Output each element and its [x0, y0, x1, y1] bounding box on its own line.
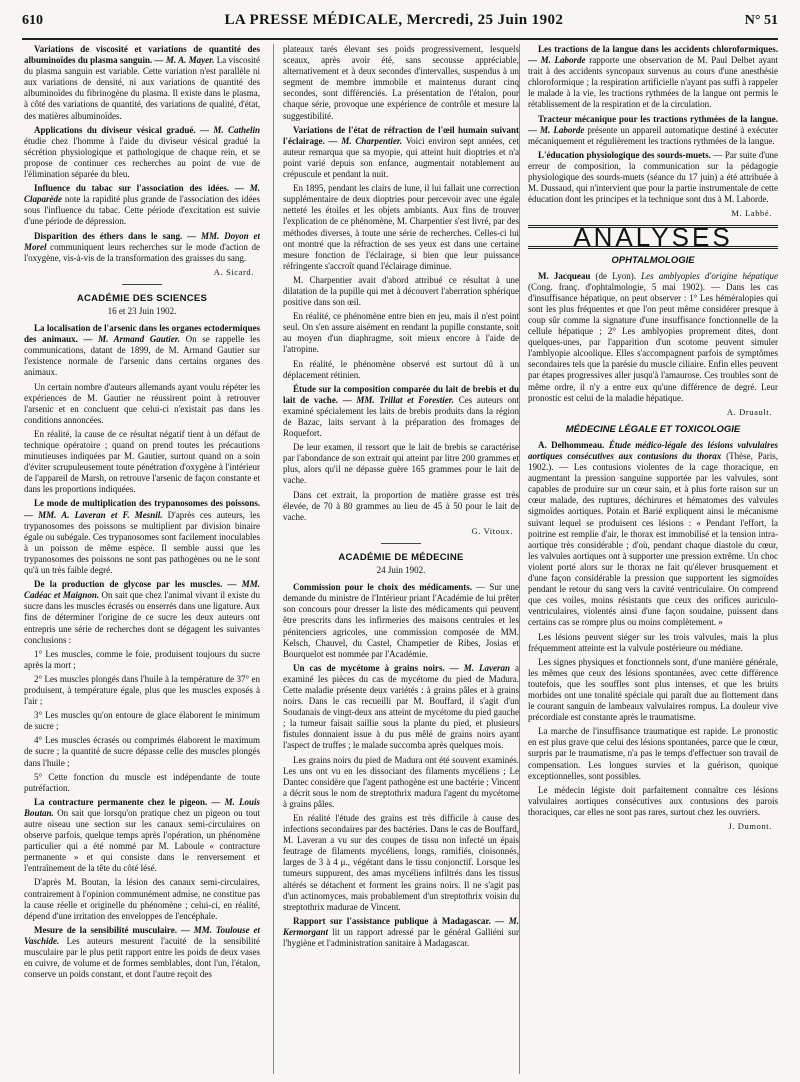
article-heading: Le mode de multiplication des trypanosomes des poissons.: [34, 498, 260, 509]
article-author: — M. Laveran: [444, 662, 511, 673]
article-pigeon: [24, 797, 260, 875]
article-author: A. Delhommeau.: [538, 439, 605, 450]
list-item: 1° Les muscles, comme le foie, produisent toujours du sucre après la mort ;: [24, 648, 260, 670]
article-text: a examiné les pièces du cas de mycétome du pied de Madura. Cette maladie présente deux variétés : à grains pâles et à grains noirs. Dans le cas recueilli par M. Bouffard, il s'agit d'un Soudanais de vingt-deux ans atteint de mycétome du pied gauche ; la tumeur faisait saillie sous la plante du pied, et plusieurs fistules donnaient issue à du pus mêlé de grains noirs ayant l'aspect de truffes ; le malade succomba après quelques mois.: [283, 662, 519, 751]
article-author: M. Jacqueau: [538, 270, 591, 281]
article-paragraph: En réalité, ce phénomène entre bien en jeu, mais il n'est point seul. On s'en assure aisément en rendant la pupille constante, soit au moyen d'un diaphragme, soit mieux encore à l'aide de l'atropine.: [283, 311, 519, 355]
article-tabac: [24, 183, 260, 227]
list-item: 3° Les muscles qu'on entoure de glace élaborent le minimum de sucre ;: [24, 710, 260, 732]
article-paragraph: Dans cet extrait, la proportion de matière grasse est très élevée, de 70 à 80 grammes au lieu de 45 à 50 pour le lait de vache.: [283, 489, 519, 522]
article-text: On se rappelle les communications, datant de 1899, de M. Armand Gautier sur l'existence normale de l'arsenic dans certains organes des animaux.: [24, 334, 260, 378]
article-author: — MM. Trillat et Forestier.: [338, 394, 455, 405]
article-heading: Disparition des éthers dans le sang.: [34, 230, 183, 241]
article-paragraph: Les grains noirs du pied de Madura ont été souvent examinés. Les uns ont vu en les dissociant des filaments mycéliens ; Le Dantec considère que l'agent pathogène est une bactérie ; Vincent a décrit sous le nom de streptothrix madura l'agent du mycétome à grains pâles.: [283, 754, 519, 809]
article-paragraph: En réalité l'étude des grains est très difficile à cause des infections secondaires par des bactéries. Dans le cas de Bouffard, M. Laveran a vu sur des coupes de tissu non infecté un épais feutrage de filaments mycéliens, longs, ramifiés, cloisonnés, larges de 3 à 4 μ., végétant dans le tissu conjonctif. Lorsque les tumeurs suppurent, des amas mycéliens infiltrés dans les tissus altérés se détachent et forment les grains noirs. Il ne s'agit pas d'un actinomyces, mais probablement d'un streptothrix voisin du streptothrix madurae de Vincent.: [283, 813, 519, 912]
article-title: Étude médico-légale des lésions valvulaires aortiques consécutives aux contusions du thorax: [528, 439, 778, 461]
separator: [122, 284, 162, 285]
article-heading: Applications du diviseur vésical gradué.: [34, 124, 196, 135]
article-tractions-langue: [528, 44, 778, 111]
article-title: Les amblyopies d'origine hépatique: [641, 270, 778, 281]
page-number: 610: [22, 13, 43, 28]
article-text: étudie chez l'homme à l'aide du diviseur vésical gradué la sécrétion physiologique et pathologique de chaque rein, et se propose de continuer ces recherches au point de vue de l'élimination séparée du bleu.: [24, 135, 260, 180]
separator: [381, 543, 421, 544]
article-paragraph: Les signes physiques et fonctionnels sont, d'une manière générale, les mêmes que ceux des lésions spontanées, avec cette différence toutefois, que les souffles sont plus intenses, et que les bruits morbides ont une tonalité spéciale qui paraît due au flottement dans le courant sanguin de lambeaux valvulaires rompus. La douleur vive précordiale est constante après le traumatisme.: [528, 656, 778, 723]
article-heading: Un cas de mycétome à grains noirs.: [293, 662, 445, 673]
article-heading: Commission pour le choix des médicaments.: [293, 582, 472, 593]
section-title: ACADÉMIE DES SCIENCES: [76, 292, 208, 304]
signature: A. Sicard.: [213, 266, 254, 277]
article-heading: Influence du tabac sur l'association des idées.: [34, 183, 230, 194]
article-text: Voici environ sept années, cet auteur remarqua que sa myopie, qui atteint huit dioptries et n'a point varié depuis son enfance, augmentait notablement au crépuscule et pendant la nuit.: [283, 135, 519, 180]
section-date: 16 et 23 Juin 1902.: [107, 305, 177, 316]
article-heading: La localisation de l'arsenic dans les organes ectodermiques des animaux.: [24, 323, 260, 345]
article-text: (Cong. franç. d'ophtalmologie, 5 mai 1902). — Dans les cas d'insuffisance hépatique, on peut observer : 1° Les héméralopies qui sont les plus fréquentes et que l'on peut même considérer presque à coup sûr comme la signature d'une insuffisance fonctionnelle de la cellule hépatique ; 2° Les amblyopies proprement dites, dont quelques-unes, par l'apparition d'un scotome peuvent simuler l'amblyopie alcoolique. Elles s'accompagnent parfois de symptômes secondaires tels que la parésie du muscle ciliaire. Enfin elles peuvent par étapes progressives aller jusqu'à l'amaurose. Ces troubles sont de même ordre, il n'y a entre eux qu'une différence de degré. Leur pronostic est celui de la maladie hépatique.: [528, 281, 778, 403]
list-item: 2° Les muscles plongés dans l'huile à la température de 37° en produisent, à température égale, plus que les muscles exposés à l'air ;: [24, 673, 260, 707]
analyses-title: ANALYSES: [528, 225, 778, 248]
article-text: La viscosité du plasma sanguin est variable. Cette variation n'est parallèle ni aux variations de densité, ni aux variations de quantité des albuminoïdes du fibrinogène du plasma. Il existe dans le plasma, à côté des variations de quantité, des variations de qualité, d'état, des matières albuminoïdes.: [24, 55, 260, 121]
article-paragraph: Les lésions peuvent siéger sur les trois valvules, mais la plus fréquemment atteinte est la valvule postérieure ou médiane.: [528, 631, 778, 653]
article-medicaments: [283, 582, 519, 660]
article-ethers: [24, 231, 260, 264]
article-author: — MM. Doyon et Morel: [24, 230, 260, 252]
section-title: ACADÉMIE DE MÉDECINE: [338, 551, 464, 563]
article-sensibilite: [24, 925, 260, 980]
article-diviseur-vesical: [24, 125, 260, 180]
article-text: — Sur une demande du ministre de l'Intérieur priant l'Académie de lui prêter son concours pour dresser la liste des médicaments qui peuvent être prescrits dans les infirmeries des maisons centrales et les pénitenciers agricoles, une commission composée de MM. Kelsch, Chauvel, du Castel, Champetier de Ribes, Josias et Bourquelot est nommée par l'Académie.: [283, 582, 519, 659]
article-paragraph: Un certain nombre d'auteurs allemands ayant voulu répéter les expériences de M. Gautier ne réussirent point à retrouver l'arsenic et en concluent que celui-ci n'existait pas dans les conditions annoncées.: [24, 381, 260, 425]
article-text: D'après ces auteurs, les trypanosomes des poissons se multiplient par division binaire égale ou subégale. Ces trypanosomes sont facilement inoculables à un poisson de même espèce. Il semble aussi que les trypanosomes des poissons ne sont pas pathogènes ou ne le sont qu'à un très faible degré.: [24, 509, 260, 576]
section-date: 24 Juin 1902.: [376, 565, 426, 576]
article-paragraph: De leur examen, il ressort que le lait de brebis se caractérise par l'abondance de son extrait qui atteint par litre 200 grammes et plus, alors qu'il ne dépasse guère 165 grammes pour le lait de vache.: [283, 442, 519, 486]
article-arsenic: [24, 323, 260, 378]
article-heading: L'éducation physiologique des sourds-muets.: [538, 149, 711, 160]
article-author: — M. Charpentier.: [324, 135, 403, 146]
article-author: — M. Kermorgant: [283, 915, 519, 937]
article-lesions-valvulaires: [528, 440, 778, 629]
article-text: On sait que chez l'animal vivant il existe du sucre dans les muscles écrasés ou enserrés dans une ligature. Aux fins de déterminer l'origine de ce sucre les deux auteurs ont entrepris une série de recherches dont se dégagent les suivantes conclusions :: [24, 590, 260, 645]
signature: A. Druault.: [726, 406, 772, 417]
article-author: — M. Cathelin: [195, 124, 260, 135]
journal-title: LA PRESSE MÉDICALE, Mercredi, 25 Juin 1902: [224, 12, 564, 28]
article-author: — M. A. Mayer.: [152, 55, 215, 66]
article-author: — M. Louis Boutan.: [24, 796, 260, 818]
article-text: (Thèse, Paris, 1902.).: [528, 451, 778, 473]
article-text: rapporte une observation de M. Paul Delbet ayant trait à des accidents syncopaux survenus au cours d'une anesthésie chloroformique ; la respiration artificielle n'ayant pas suffi à rappeler le malade à la vie, les tractions rythmées de la langue ont permis le rétablissement de la respiration et de la circulation.: [528, 55, 778, 110]
article-heading: Tracteur mécanique pour les tractions rythmées de la langue.: [538, 113, 778, 124]
column-divider: [519, 44, 520, 1074]
article-text: (de Lyon).: [590, 270, 642, 281]
article-author: — MM. Toulouse et Vaschide.: [24, 924, 260, 946]
article-author: — M. Armand Gautier.: [77, 334, 181, 345]
article-lait: [283, 384, 519, 439]
list-item: 4° Les muscles écrasés ou comprimés élaborent le maximum de sucre ; la quantité de sucre dépasse celle des muscles plongés dans l'huile ;: [24, 735, 260, 768]
subsection-title: OPHTALMOLOGIE: [611, 254, 695, 266]
signature: G. Vitoux.: [471, 525, 513, 536]
column-2: [283, 44, 519, 1074]
article-refraction: [283, 125, 519, 180]
article-text: Les auteurs mesurent l'acuité de la sensibilité musculaire par le plus petit rapport entre les poids de deux vases en cuivre, de volume et de formes semblables, dont l'un, l'étalon, conserve un poids constant, et dont l'autre reçoit des: [24, 935, 260, 980]
article-paragraph: En 1895, pendant les clairs de lune, il lui fallait une correction supplémentaire de deux dioptries pour percevoir avec une égale netteté les étoiles et les objets ambiants. Aux fins de trouver l'explication de ce phénomène, M. Charpentier s'est livré, par des méthodes diverses, à toute une série de recherches. Celles-ci lui ont montré que la réfraction de ses yeux est dans une certaine mesure fonction de l'éclairage, si bien que leur puissance réfringente s'accroît quand l'éclairage diminue.: [283, 183, 519, 271]
article-author: — MM. A. Laveran et F. Mesnil.: [24, 509, 163, 520]
article-text: On sait que lorsqu'on pratique chez un pigeon ou tout autre oiseau une section sur les canaux semi-circulaires on observe parfois, quelque temps après l'opération, un phénomène particulier qui a été nommé par M. Laboule « contracture permanente » et qui consiste dans le renversement et l'entraînement de la tête du côté lésé.: [24, 807, 260, 874]
article-text: lit un rapport adressé par le général Galliéni sur l'hygiène et l'administration sanitaire à Madagascar.: [283, 926, 519, 949]
column-divider: [273, 44, 274, 1074]
article-tracteur: [528, 114, 778, 147]
list-item: 5° Cette fonction du muscle est indépendante de toute putréfaction.: [24, 771, 260, 793]
article-heading: De la production de glycose par les muscles.: [34, 579, 223, 590]
article-paragraph: En réalité, la cause de ce résultat négatif tient à un défaut de technique opératoire ; quand on prend toutes les précautions minutieuses indiquées par M. Gautier, surtout quand on a soin d'éviter scrupuleusement toute pénétration d'oxygène à l'intérieur de l'appareil de Marsh, on retrouve l'arsenic de façon constante et dans les proportions indiquées.: [24, 428, 260, 495]
article-viscosity: [24, 44, 260, 122]
header-rule: [22, 38, 778, 40]
article-heading: Variations de viscosité et variations de quantité des albuminoïdes du plasma sanguin.: [24, 44, 260, 66]
issue-number: N° 51: [744, 13, 778, 28]
article-paragraph: La marche de l'insuffisance traumatique est rapide. Le pronostic en est plus grave que celui des lésions spontanées, parce que le cœur, surpris par le traumatisme, n'a pas le temps d'effectuer son travail de compensation. Les longues survies et la guérison, quoique exceptionnelles, sont possibles.: [528, 726, 778, 781]
article-author: — M. Laborde: [528, 124, 585, 135]
article-paragraph: plateaux tarés élevant ses poids progressivement, lesquels sceaux, après avoir été, sans secousse appréciable, alternativement et à deux secondes d'intervalles, suspendus à un segment de membre immobile et maintenus durant cinq secondes, sont différenciés. La présentation de l'étalon, pour chaque série, provoque une expérience de contrôle et mesure la suggestibilité.: [283, 44, 519, 121]
article-paragraph: En réalité, le phénomène observé est surtout dû à un déplacement rétinien.: [283, 358, 519, 380]
article-heading: Mesure de la sensibilité musculaire.: [34, 924, 177, 935]
article-heading: Rapport sur l'assistance publique à Madagascar.: [293, 915, 491, 926]
column-1: [24, 44, 260, 1074]
article-author: — M. Claparède: [24, 183, 260, 205]
article-sourds-muets: [528, 150, 778, 205]
signature: J. Dumont.: [728, 821, 772, 831]
column-3: [528, 44, 778, 1074]
signature: M. Labbé.: [731, 208, 772, 219]
article-heading: Les tractions de la langue dans les accidents chloroformiques.: [538, 44, 778, 54]
article-heading: La contracture permanente chez le pigeon.: [34, 796, 208, 807]
article-paragraph: D'après M. Boutan, la lésion des canaux semi-circulaires, contrairement à l'opinion communément admise, ne constitue pas la cause réelle et originelle du phénomène ; celui-ci, en réalité, dépend d'une irritation des enveloppes de l'encéphale.: [24, 877, 260, 921]
article-text: présente un appareil automatique destiné à exécuter mécaniquement et régulièrement les tractions rythmées de la langue.: [528, 124, 778, 146]
article-trypanosomes: [24, 498, 260, 576]
subsection-title: MÉDECINE LÉGALE ET TOXICOLOGIE: [565, 423, 741, 435]
article-text: Ces auteurs ont examiné spécialement les laits de brebis produits dans la région de Bazac, laits servant à la préparation des fromages de Roquefort.: [283, 394, 519, 439]
article-heading: Étude sur la composition comparée du lait de brebis et du lait de vache.: [283, 383, 519, 405]
article-madagascar: [283, 916, 519, 949]
article-text: note la rapidité plus grande de l'association des idées sous l'influence du tabac. Cette période d'excitation est suivie d'une période de dépression.: [24, 194, 260, 227]
article-glycose: [24, 579, 260, 646]
article-text: — Les contusions violentes de la cage thoracique, en augmentant la pression sanguine supportée par les valvules, sont capables de produire sur un cœur sain, et à plus forte raison sur un cœur malade, des ruptures, déchirures et hématomes des valvules sigmoïdes aortiques. Potain et Barié expliquent ainsi le mécanisme suivant lequel se produisent ces lésions : « Pendant l'effort, la poitrine est remplie d'air, le thorax est immobilisé et la tension intra-aortique très considérable ; d'où, pendant chaque diastole du cœur, les valvules aortiques ont à supporter une pression extrême. Un choc violent porté alors sur le thorax ne fait qu'élever brusquement et d'une façon considérable la pression que supportent les sigmoïdes pendant le retour du sang vers la cavité ventriculaire. On comprend que ces voiles, moins résistants que ceux des orifices auriculo-ventriculaires, violentés ainsi d'une façon soudaine, puissent dans certains cas se rompre plus ou moins complètement. »: [528, 462, 778, 628]
article-text: communiquent leurs recherches sur le mode d'action de l'oxygène, vis-à-vis de la transformation des graisses du sang.: [24, 241, 260, 263]
article-author: — M. Laborde: [528, 55, 586, 66]
article-paragraph: Le médecin légiste doit parfaitement connaître ces lésions valvulaires aortiques consécutives aux contusions des parois thoraciques, car elles ne sont pas rares, surtout chez les ouvriers.: [528, 784, 778, 817]
article-paragraph: M. Charpentier avait d'abord attribué ce résultat à une dilatation de la pupille qui met à découvert l'aberration sphérique positive dans son œil.: [283, 274, 519, 308]
article-author: — MM. Cadéac et Maignon.: [24, 579, 260, 601]
article-text: — Par suite d'une erreur de composition, la communication sur la pédagogie physiologique des sourds-muets (séance du 17 juin) a été attribuée à M. Dussaud, qui n'intervient que pour la partie instrumentale de cette éducation dont les principes et la technique sont dus à M. Laborde.: [528, 149, 778, 205]
article-mycetome: [283, 663, 519, 752]
article-heading: Variations de l'état de réfraction de l'œil humain suivant l'éclairage.: [283, 124, 519, 146]
page-header: [22, 12, 778, 36]
article-amblyopies: [528, 271, 778, 404]
